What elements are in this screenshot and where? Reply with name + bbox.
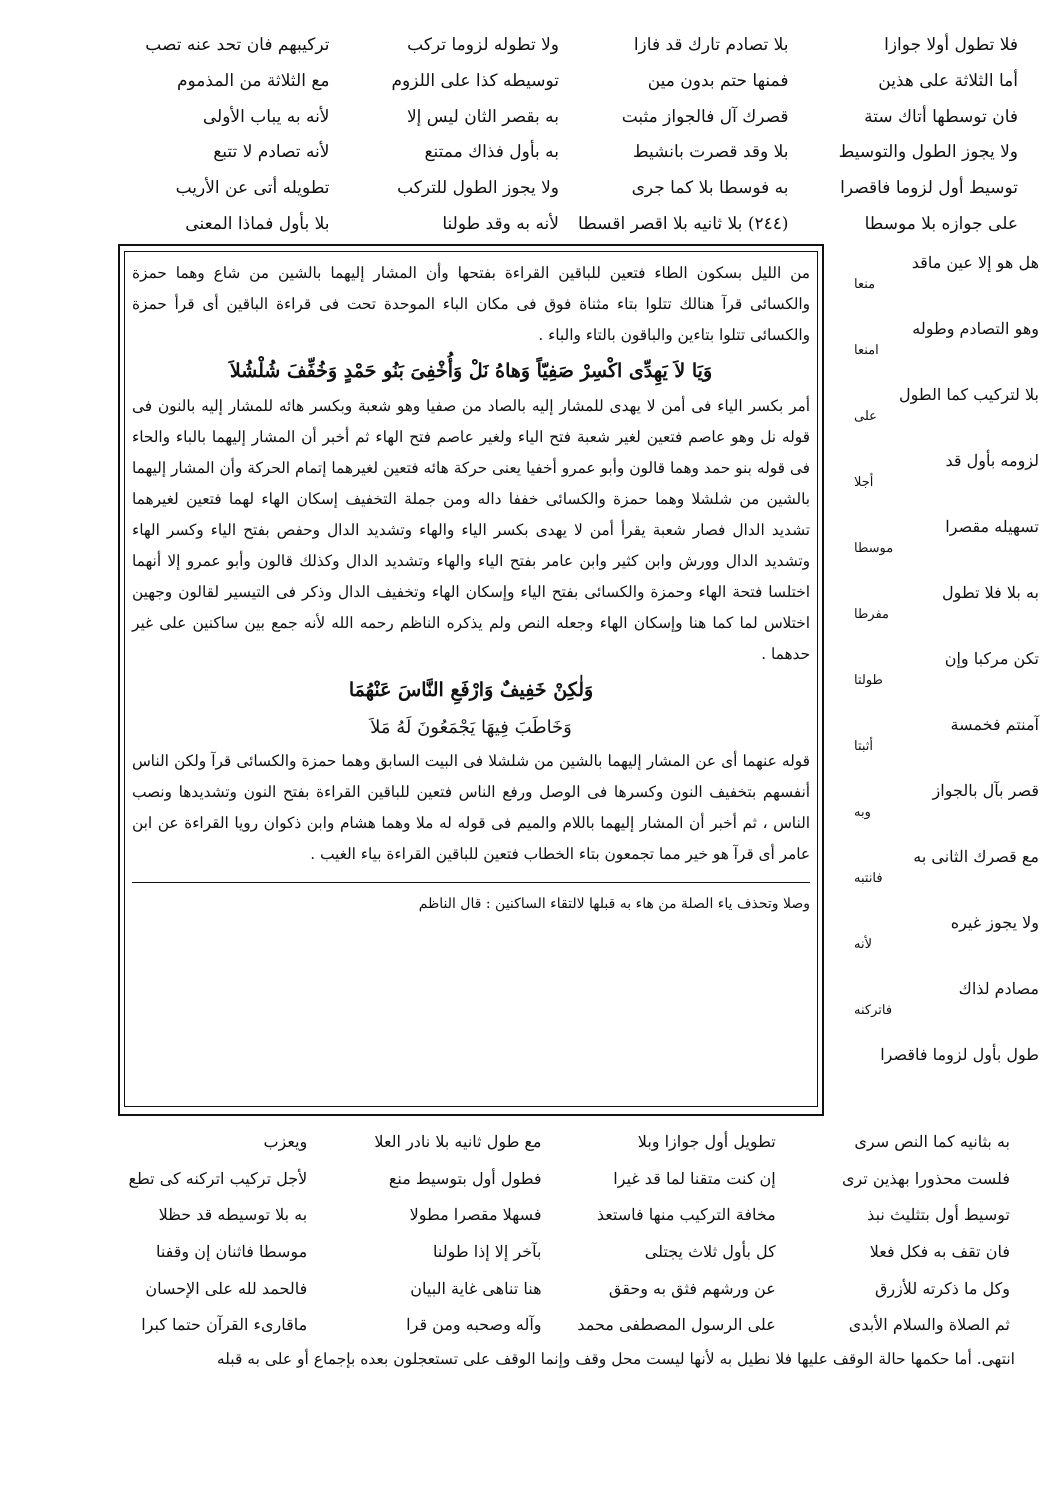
- verse-hemistich-with-page-number: (٢٤٤) بلا ثانيه بلا اقصر اقسطا: [578, 214, 789, 235]
- verse-hemistich: عن ورشهم فثق به وحقق: [608, 1278, 776, 1298]
- side-verse-line: قصر بآل بالجواز: [932, 781, 1039, 800]
- verse-hemistich: بلا تصادم تارك قد فازا: [633, 35, 789, 55]
- verse-hemistich: لأنه به وقد طولنا: [442, 214, 559, 235]
- verse-hemistich: إن كنت متقنا لما قد غيرا: [613, 1168, 776, 1188]
- commentary-paragraph: من الليل بسكون الطاء فتعين للباقين القراءة بفتحها وأن المشار إليهما بالشين من شاع وهما حمزة والكسائى قرآ هنالك تتلوا بتاء مثناة فوق فى مكان الباء الموحدة تحت فى قراءة الباقين أى قرأ حمزة والكسائى تتلوا بتاءين والباقون بالتاء والباء .: [132, 264, 810, 344]
- verse-hemistich: ثم الصلاة والسلام الأبدى: [848, 1315, 1010, 1335]
- verse-hemistich: فمنها حتم بدون مين: [647, 70, 789, 91]
- verse-hemistich: أما الثلاثة على هذين: [878, 70, 1018, 91]
- divider: [132, 882, 810, 883]
- side-verse: [854, 910, 1039, 976]
- side-verse-end: أثبتا: [854, 739, 874, 754]
- side-verse-line: مصادم لذاك: [958, 979, 1039, 998]
- side-verse-line: وهو التصادم وطوله: [912, 319, 1039, 338]
- side-verse: [854, 514, 1039, 580]
- verse-hemistich: مخافة التركيب منها فاستعذ: [596, 1205, 776, 1225]
- side-verse-end: امنعا: [854, 343, 879, 358]
- side-verse-end: فانتبه: [854, 871, 883, 886]
- side-verse-end: وبه: [854, 805, 871, 820]
- side-verse-end: موسطا: [854, 541, 894, 556]
- verse-hemistich: تطويل أول جوازا وبلا: [637, 1132, 776, 1151]
- side-verse-line: آمنتم فخمسة: [950, 715, 1039, 734]
- side-verse-end: فاتركنه: [854, 1003, 893, 1018]
- verse-hemistich: ولا تطوله لزوما تركب: [407, 35, 559, 55]
- verse-hemistich: قصرك آل فالجواز مثبت: [621, 106, 789, 127]
- bottom-verse-block: [95, 1124, 1010, 1344]
- verse-hemistich: مع طول ثانيه بلا نادر العلا: [374, 1132, 542, 1151]
- side-verse-line: ولا يجوز غيره: [950, 913, 1039, 932]
- verse-hemistich: تركيبهم فان تحد عنه تصب: [145, 35, 330, 55]
- side-verse: [854, 778, 1039, 844]
- verse-hemistich: تطويله أتى عن الأريب: [175, 178, 330, 199]
- verse-hemistich: فلا تطول أولا جوازا: [884, 35, 1018, 55]
- side-verse-end: منعا: [854, 277, 876, 292]
- side-verse-end: أجلا: [854, 475, 874, 490]
- side-verse-line: لزومه بأول قد: [945, 451, 1039, 470]
- side-margin-verses: [854, 250, 1039, 1082]
- closing-line: انتهى. أما حكمها حالة الوقف عليها فلا نطيل به لأنها ليست محل وقف وإنما الوقف على تستعجلون بعده بإجماع أو على به قبله: [216, 1350, 1015, 1368]
- verse-hemistich: وآله وصحبه ومن قرا: [406, 1315, 542, 1335]
- side-verse-end: لأنه: [854, 937, 873, 952]
- verse-hemistich: به بأول فذاك ممتنع: [424, 142, 559, 163]
- verse-hemistich: بآخر إلا إذا طولنا: [433, 1242, 542, 1261]
- side-verse-line: هل هو إلا عين ماقد: [911, 253, 1039, 272]
- verse-hemistich: وكل ما ذكرته للأزرق: [874, 1278, 1010, 1298]
- side-verse: [854, 382, 1039, 448]
- verse-hemistich: فان توسطها أتاك ستة: [864, 106, 1018, 127]
- commentary-paragraph: أمر بكسر الياء فى أمن لا يهدى للمشار إليه بالصاد من صفيا وهو شعبة وبكسر هائه للمشار إليه بالنون فى قوله نل وهو عاصم فتعين لغير شعبة فتح الياء ولغير عاصم فتح الهاء ثم أخبر أن المشار إليهما بالباء والحاء فى قوله بنو حمد وهما قالون وأبو عمرو أخفيا يعنى حركة هائه فتعين لغيرهما إتمام الحركة وأن المشار إليهما بالشين من شلشلا وهما حمزة والكسائى خففا داله ومن جملة التخفيف إسكان الهاء لهما فتعين لغيرهما تشديد الدال فصار شعبة يقرأ أمن لا يهدى بكسر الياء والهاء وتشديد الدال وحفص بفتح الياء وكسر الهاء وتشديد الدال وورش وابن كثير وابن عامر بفتح الياء والهاء وتشديد الدال وكذلك قالون وأبو عمرو إلا أنهما اختلسا فتحة الهاء وحمزة والكسائى بفتح الياء وإسكان الهاء وتخفيف الدال وذكر فى التيسير لقالون وجهين اختلاس لما كما هنا وإسكان الهاء وجعله النص ولم يذكره الناظم رحمه الله لأنه جمع بين ساكنين على غير حدهما .: [132, 397, 810, 663]
- verse-hemistich: فان تقف به فكل فعلا: [869, 1242, 1010, 1261]
- verse-hemistich: توسيطه كذا على اللزوم: [391, 70, 559, 91]
- verse-hemistich: بلا بأول فماذا المعنى: [185, 214, 330, 235]
- side-verse: [854, 250, 1039, 316]
- side-verse: [854, 712, 1039, 778]
- verse-hemistich: توسيط أول لزوما فاقصرا: [840, 178, 1018, 199]
- verse-hemistich: فسهلا مقصرا مطولا: [409, 1205, 542, 1225]
- verse-hemistich: به بقصر الثان ليس إلا: [406, 106, 559, 127]
- commentary-box: [132, 258, 810, 917]
- side-verse-line: تكن مركبا وإن: [944, 649, 1039, 668]
- verse-hemistich: ولا يجوز الطول للتركب: [397, 178, 559, 199]
- commentary-paragraph: قوله عنهما أى عن المشار إليهما بالشين من شلشلا فى البيت السابق وهما حمزة والكسائى قرآ ولكن الناس أنفسهم بتخفيف النون وكسرها فى الوصل ورفع الناس فتعين للباقين القراءة بفتح النون وتشديدها ونصب الناس ، ثم أخبر أن المشار إليهما باللام والميم فى قوله له ملا وهما هشام وابن ذكوان رويا القراءة عن ابن عامر أى قرآ هو خير مما تجمعون بتاء الخطاب فتعين للباقين القراءة بياء الغيب .: [132, 752, 810, 863]
- side-verse-line: به بلا فلا تطول: [942, 583, 1039, 602]
- side-verse: [854, 1042, 1039, 1082]
- footnote-line: وصلا وتحذف ياء الصلة من هاء به قبلها لالتقاء الساكنين : قال الناظم: [418, 896, 810, 912]
- verse-hemistich: به فوسطا بلا كما جرى: [631, 178, 789, 199]
- side-verse-line: طول بأول لزوما فاقصرا: [880, 1045, 1039, 1064]
- verse-hemistich: ماقارىء القرآن حتما كبرا: [141, 1315, 308, 1335]
- top-verse-block: [118, 28, 1018, 243]
- verse-hemistich: على جوازه بلا موسطا: [864, 214, 1018, 235]
- verse-hemistich: هنا تناهى غاية البيان: [410, 1278, 542, 1298]
- verse-hemistich: على الرسول المصطفى محمد: [577, 1315, 776, 1335]
- side-verse-end: مفرطا: [854, 607, 890, 622]
- verse-hemistich: فالحمد لله على الإحسان: [145, 1278, 308, 1298]
- verse-hemistich: به بلا توسيطه قد حظلا: [158, 1205, 308, 1225]
- verse-hemistich: بلا وقد قصرت بانشيط: [632, 142, 789, 163]
- side-verse-end: طولتا: [854, 673, 883, 688]
- verse-hemistich: به بثانيه كما النص سرى: [854, 1132, 1010, 1151]
- verse-hemistich: لأنه تصادم لا تتبع: [213, 142, 330, 163]
- side-verse: [854, 580, 1039, 646]
- side-verse: [854, 976, 1039, 1042]
- side-verse: [854, 448, 1039, 514]
- verse-hemistich: ويعزب: [263, 1132, 308, 1151]
- side-verse-end: على: [854, 409, 877, 424]
- verse-hemistich: كل بأول ثلاث يجتلى: [644, 1242, 776, 1261]
- verse-hemistich: فطول أول بتوسيط منع: [388, 1168, 542, 1188]
- side-verse-line: مع قصرك الثانى به: [913, 847, 1039, 866]
- side-verse: [854, 316, 1039, 382]
- poem-verse: وَخَاطَبَ فِيهَا يَجْمَعُونَ لَهُ مَلاَ: [370, 717, 572, 738]
- verse-hemistich: مع الثلاثة من المذموم: [176, 70, 330, 91]
- poem-verse: وَيَا لاَ يَهِدِّى اكْسِرْ صَفِيّاً وَهاهُ نَلْ وَأُخْفِىَ بَنُو حَمْدٍ وَخُفِّفَ شُلْشُلاَ: [229, 360, 713, 382]
- poem-verse: وَلٰكِنْ خَفِيفٌ وَارْفَعِ النَّاسَ عَنْهُمَا: [348, 679, 594, 701]
- verse-hemistich: فلست محذورا بهذين ترى: [841, 1168, 1010, 1188]
- side-verse-line: بلا لتركيب كما الطول: [898, 385, 1039, 404]
- verse-hemistich: لأنه به يباب الأولى: [202, 106, 330, 127]
- side-verse-line: تسهيله مقصرا: [945, 517, 1039, 536]
- verse-hemistich: توسيط أول بتثليث نبذ: [867, 1205, 1010, 1225]
- verse-hemistich: ولا يجوز الطول والتوسيط: [838, 142, 1018, 163]
- verse-hemistich: لأجل تركيب اتركنه كى تطع: [128, 1168, 308, 1188]
- verse-hemistich: موسطا فاثنان إن وقفنا: [155, 1242, 308, 1261]
- side-verse: [854, 646, 1039, 712]
- side-verse: [854, 844, 1039, 910]
